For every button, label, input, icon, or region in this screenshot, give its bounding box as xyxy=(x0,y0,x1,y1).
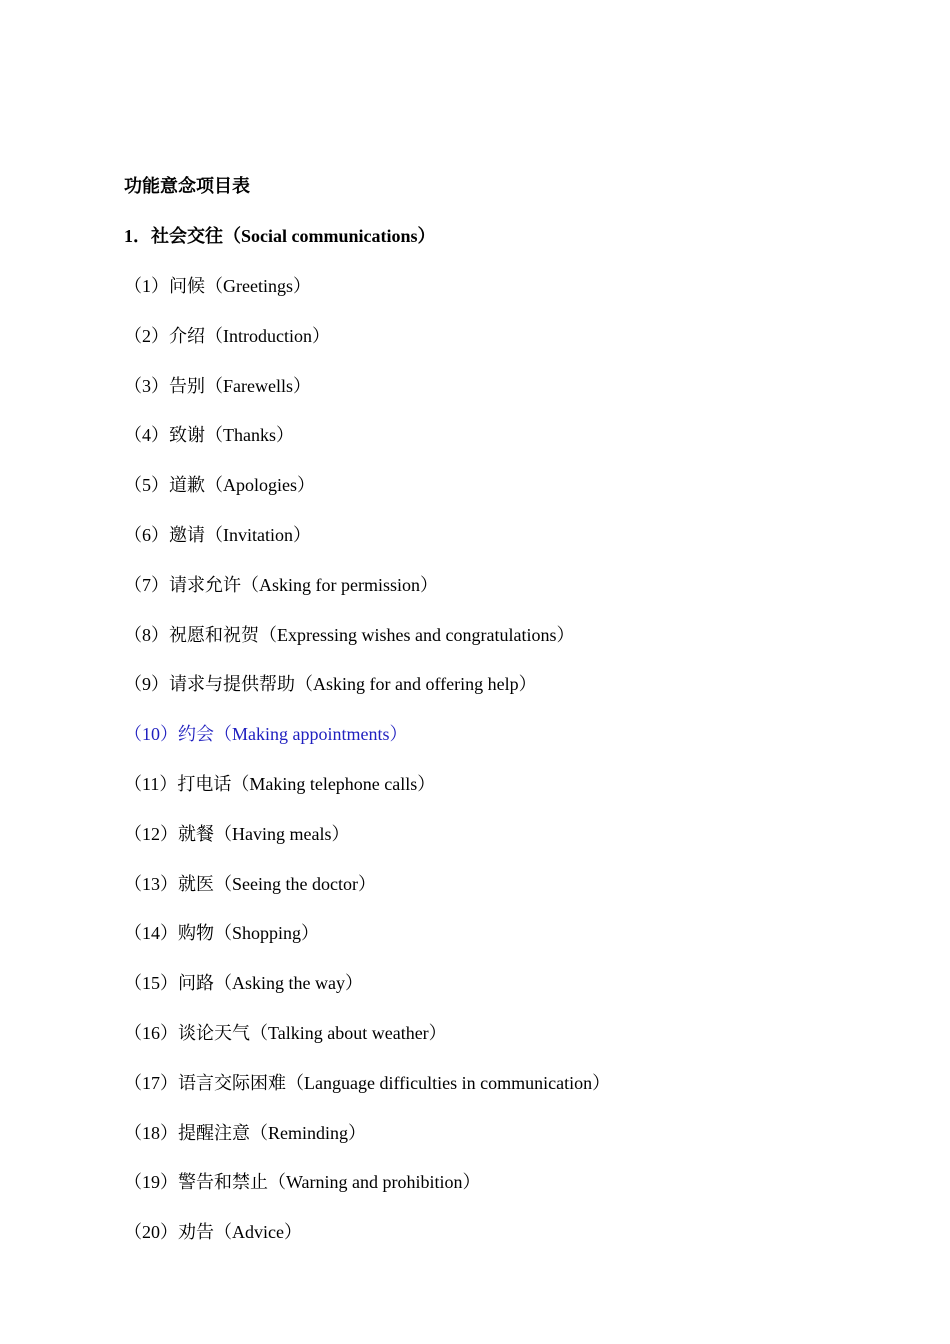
document-body xyxy=(124,174,824,1270)
list-item: （3）告别（Farewells） xyxy=(124,375,311,396)
list-item: （1）问候（Greetings） xyxy=(124,276,311,296)
list-item: （18）提醒注意（Reminding） xyxy=(124,1122,366,1143)
list-item: （2）介绍（Introduction） xyxy=(124,325,330,346)
list-item: （19）警告和禁止（Warning and prohibition） xyxy=(124,1172,481,1193)
function-item-list xyxy=(124,274,824,1244)
document-title: 功能意念项目表 xyxy=(124,176,250,196)
list-item: （9）请求与提供帮助（Asking for and offering help） xyxy=(124,674,537,695)
list-item: （6）邀请（Invitation） xyxy=(124,524,311,545)
list-item: （16）谈论天气（Talking about weather） xyxy=(124,1022,447,1043)
section-heading: 1．社会交往（Social communications） xyxy=(124,226,436,246)
list-item: （14）购物（Shopping） xyxy=(124,923,320,944)
list-item: （10）约会（Making appointments） xyxy=(124,724,408,745)
list-item: （5）道歉（Apologies） xyxy=(124,475,315,496)
list-item: （12）就餐（Having meals） xyxy=(124,823,350,844)
list-item: （4）致谢（Thanks） xyxy=(124,425,294,446)
list-item: （8）祝愿和祝贺（Expressing wishes and congratulations） xyxy=(124,624,575,645)
list-item: （13）就医（Seeing the doctor） xyxy=(124,873,376,894)
list-item: （17）语言交际困难（Language difficulties in communication） xyxy=(124,1072,611,1093)
list-item: （15）问路（Asking the way） xyxy=(124,973,363,994)
list-item: （20）劝告（Advice） xyxy=(124,1222,302,1243)
list-item: （7）请求允许（Asking for permission） xyxy=(124,574,438,595)
list-item: （11）打电话（Making telephone calls） xyxy=(124,773,436,794)
